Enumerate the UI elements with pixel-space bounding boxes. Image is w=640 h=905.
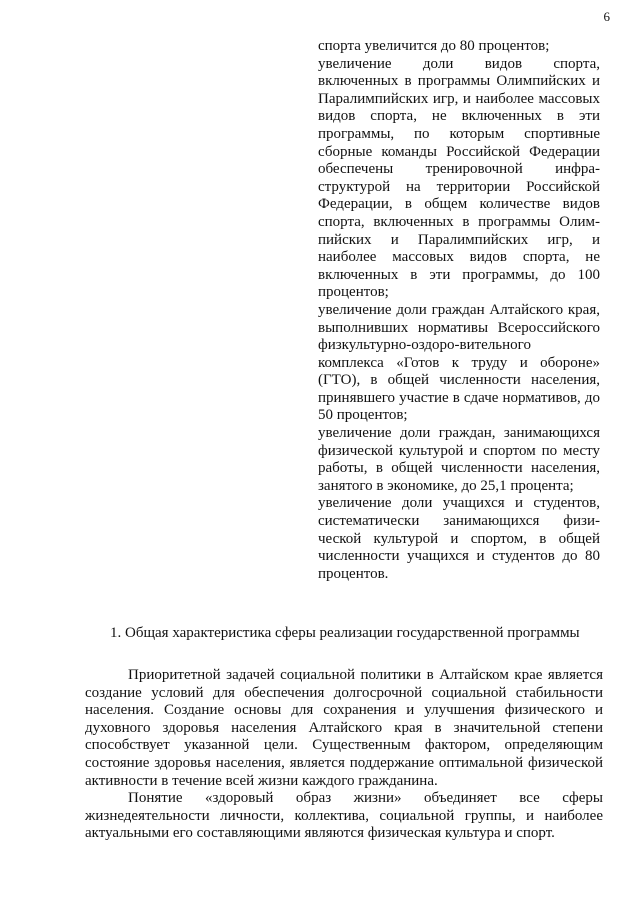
target-item: увеличение доли учащихся и студентов, систематически занимающихся физи-ческой культурой и спортом, в общей численности учащихся и студентов до 80 процентов. (318, 495, 600, 582)
target-item: спорта увеличится до 80 процентов; (318, 38, 550, 54)
body-paragraph: Приоритетной задачей социальной политики в Алтайском крае является создание условий для обеспечения долгосрочной социальной стабильности населения. Создание основы для сохранения и улучшения физического и духовного здоровья населения Алтайского края в значительной степени способствует указанной цели. Существенным фактором, определяющим состояние здоровья населения, является поддержание оптимальной физической активности в течение всей жизни каждого гражданина. (85, 667, 603, 789)
target-item: увеличение доли граждан Алтайского края, выполнивших нормативы Всероссийского физкультурно-оздоро-вительного комплекса «Готов к труду и обороне» (ГТО), в общей численности населения, принявшего участие в сдаче нормативов, до 50 процентов; (318, 301, 600, 424)
section-body (85, 667, 603, 843)
section-heading: 1. Общая характеристика сферы реализации государственной программы (110, 625, 580, 641)
body-paragraph: Понятие «здоровый образ жизни» объединяет все сферы жизнедеятельности личности, коллектива, социальной группы, и наиболее актуальными его составляющими являются физическая культура и спорт. (85, 790, 603, 842)
target-item: увеличение доли видов спорта, включенных в программы Олимпийских и Паралимпийских игр, и наиболее массовых видов спорта, не включенных в эти программы, по которым спортивные сборные команды Российской Федерации обеспечены тренировочной инфра-структурой на территории Российской Федерации, в общем количестве видов спорта, включенных в программы Олим-пийских и Паралимпийских игр, и наиболее массовых видов спорта, не включенных в эти программы, до 100 процентов; (318, 55, 600, 301)
target-item: увеличение доли граждан, занимающихся физической культурой и спортом по месту работы, в общей численности населения, занятого в экономике, до 25,1 процента; (318, 425, 600, 494)
targets-list (318, 38, 600, 583)
page-number: 6 (603, 9, 610, 24)
